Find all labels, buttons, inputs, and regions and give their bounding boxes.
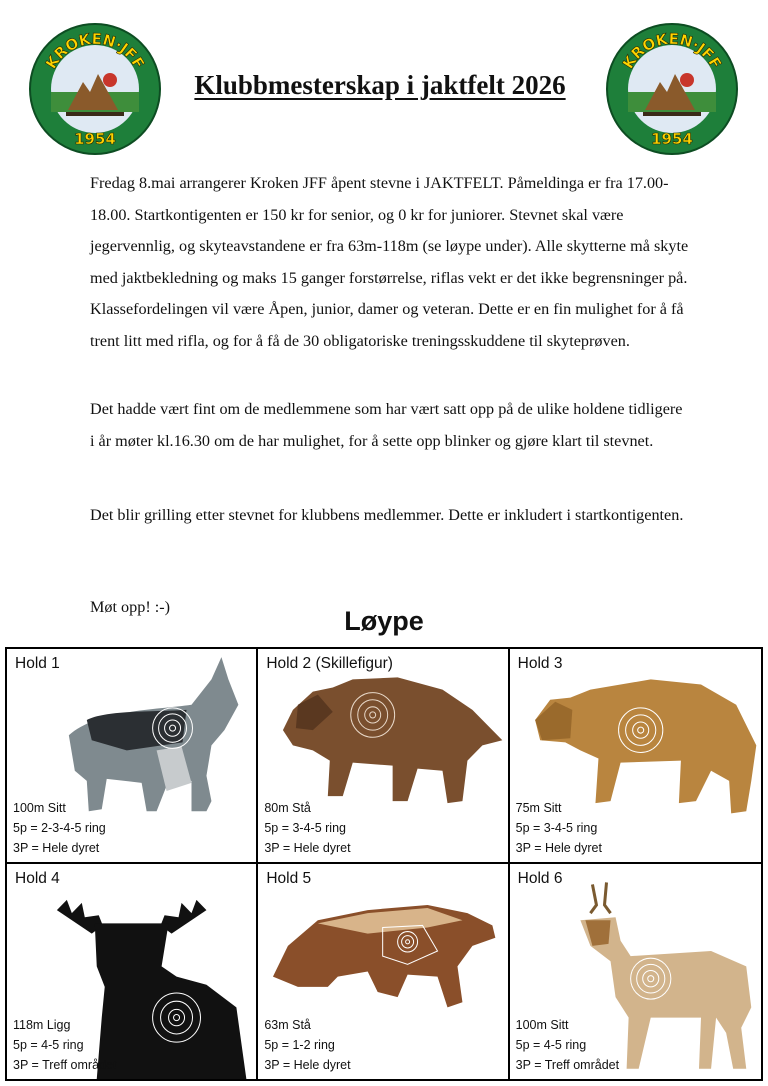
- hold-title: Hold 3: [517, 655, 563, 672]
- hold-title: Hold 5: [266, 870, 312, 887]
- hold-distance: 80m Stå: [264, 801, 311, 815]
- logo-year: 1954: [74, 130, 116, 148]
- logo-top-text: KROKEN·JFF: [41, 29, 149, 73]
- paragraph-setup: Det hadde vært fint om de medlemmene som har vært satt opp på de ulike holdene tidligere i år møter kl.16.30 om de har mulighet, for å sette opp blinker og gjøre klart til stevnet.: [90, 400, 683, 450]
- hold-five-points: 5p = 2-3-4-5 ring: [13, 821, 106, 835]
- course-title: Løype: [344, 606, 424, 636]
- hold-info: [516, 1015, 619, 1075]
- hold-distance: 100m Sitt: [13, 801, 66, 815]
- paragraph-closing: Møt opp! :-): [90, 598, 171, 616]
- hold-five-points: 5p = 4-5 ring: [515, 1038, 587, 1052]
- paragraph-intro: Fredag 8.mai arrangerer Kroken JFF åpent stevne i JAKTFELT. Påmeldinga er fra 17.00-18.00. Startkontigenten er 150 kr for senior, og 0 kr for juniorer. Stevnet skal være jegervennlig, og skyteavstandene er fra 63m-118m (se løype under). Alle skytterne må skyte med jaktbekledning og maks 15 ganger forstørrelse, riflas vekt er det ikke begrensninger på. Klassefordelingen vil være Åpen, junior, damer og veteran. Dette er en fin mulighet for å få trent litt med rifla, og for å få de 30 obligatoriske treningsskuddene til skyteprøven.: [90, 174, 689, 350]
- hold-card: [7, 649, 258, 864]
- hold-distance: 63m Stå: [264, 1018, 311, 1032]
- course-grid: [5, 647, 763, 1081]
- hold-five-points: 5p = 3-4-5 ring: [264, 821, 346, 835]
- kroken-jff-logo-right: [605, 22, 739, 156]
- hold-three-points: 3P = Hele dyret: [264, 841, 351, 855]
- hold-info: [516, 798, 602, 858]
- hold-card: [7, 864, 258, 1079]
- hold-info: [264, 1015, 350, 1075]
- hold-distance: 118m Ligg: [13, 1018, 71, 1032]
- hold-five-points: 5p = 1-2 ring: [264, 1038, 335, 1052]
- kroken-jff-logo-left: [28, 22, 162, 156]
- hold-three-points: 3P = Hele dyret: [264, 1058, 351, 1072]
- hold-card: [510, 649, 761, 864]
- hold-distance: 100m Sitt: [515, 1018, 569, 1032]
- hold-title: Hold 2 (Skillefigur): [266, 655, 393, 672]
- hold-info: [13, 1015, 116, 1075]
- hold-five-points: 5p = 4-5 ring: [13, 1038, 84, 1052]
- logo-top-text: KROKEN·JFF: [618, 29, 726, 73]
- page-title: Klubbmesterskap i jaktfelt 2026: [194, 70, 566, 100]
- hold-info: [264, 798, 350, 858]
- hold-card: [258, 864, 509, 1079]
- paragraph-grilling: Det blir grilling etter stevnet for klubbens medlemmer. Dette er inkludert i startkontigenten.: [90, 506, 684, 524]
- hold-three-points: 3P = Treff området: [515, 1058, 620, 1072]
- hold-card: [510, 864, 761, 1079]
- hold-three-points: 3P = Hele dyret: [13, 841, 100, 855]
- hold-three-points: 3P = Hele dyret: [515, 841, 602, 855]
- hold-distance: 75m Sitt: [515, 801, 562, 815]
- hold-title: Hold 4: [15, 870, 60, 887]
- hold-title: Hold 6: [517, 870, 563, 887]
- hold-five-points: 5p = 3-4-5 ring: [515, 821, 598, 835]
- hold-title: Hold 1: [15, 655, 60, 672]
- hold-card: [258, 649, 509, 864]
- hold-three-points: 3P = Treff området: [13, 1058, 117, 1072]
- logo-year: 1954: [651, 130, 693, 148]
- hold-info: [13, 798, 106, 858]
